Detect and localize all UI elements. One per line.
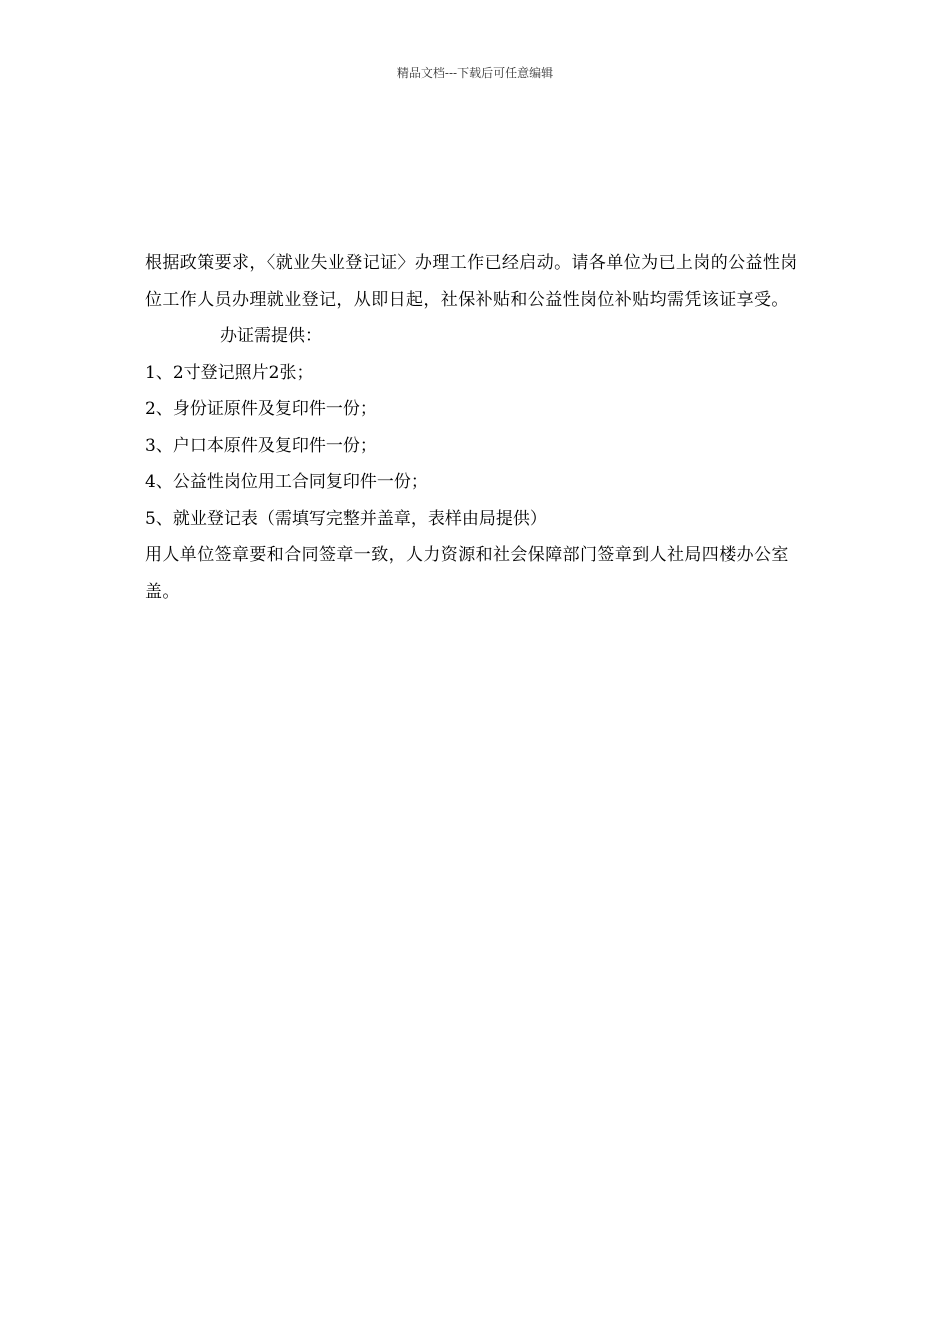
requirement-item-4: 4、公益性岗位用工合同复印件一份； xyxy=(145,472,428,492)
requirements-heading: 办证需提供： xyxy=(220,326,322,346)
requirement-item-3: 3、户口本原件及复印件一份； xyxy=(145,435,377,456)
closing-paragraph: 用人单位签章要和合同签章一致，人力资源和社会保障部门签章到人社局四楼办公室盖。 xyxy=(145,545,789,602)
requirement-item-2: 2、身份证原件及复印件一份； xyxy=(145,399,377,419)
requirements-list xyxy=(145,355,810,538)
page-header-watermark: 精品文档---下载后可任意编辑 xyxy=(396,66,554,80)
requirement-item-5: 5、就业登记表（需填写完整并盖章，表样由局提供） xyxy=(145,508,547,529)
notice-paragraph: 根据政策要求，〈就业失业登记证〉办理工作已经启动。请各单位为已上岗的公益性岗位工作人员办理就业登记，从即日起，社保补贴和公益性岗位补贴均需凭该证享受。 xyxy=(145,253,798,310)
document-body xyxy=(145,245,810,610)
requirement-item-1: 1、2寸登记照片2张； xyxy=(145,362,314,383)
